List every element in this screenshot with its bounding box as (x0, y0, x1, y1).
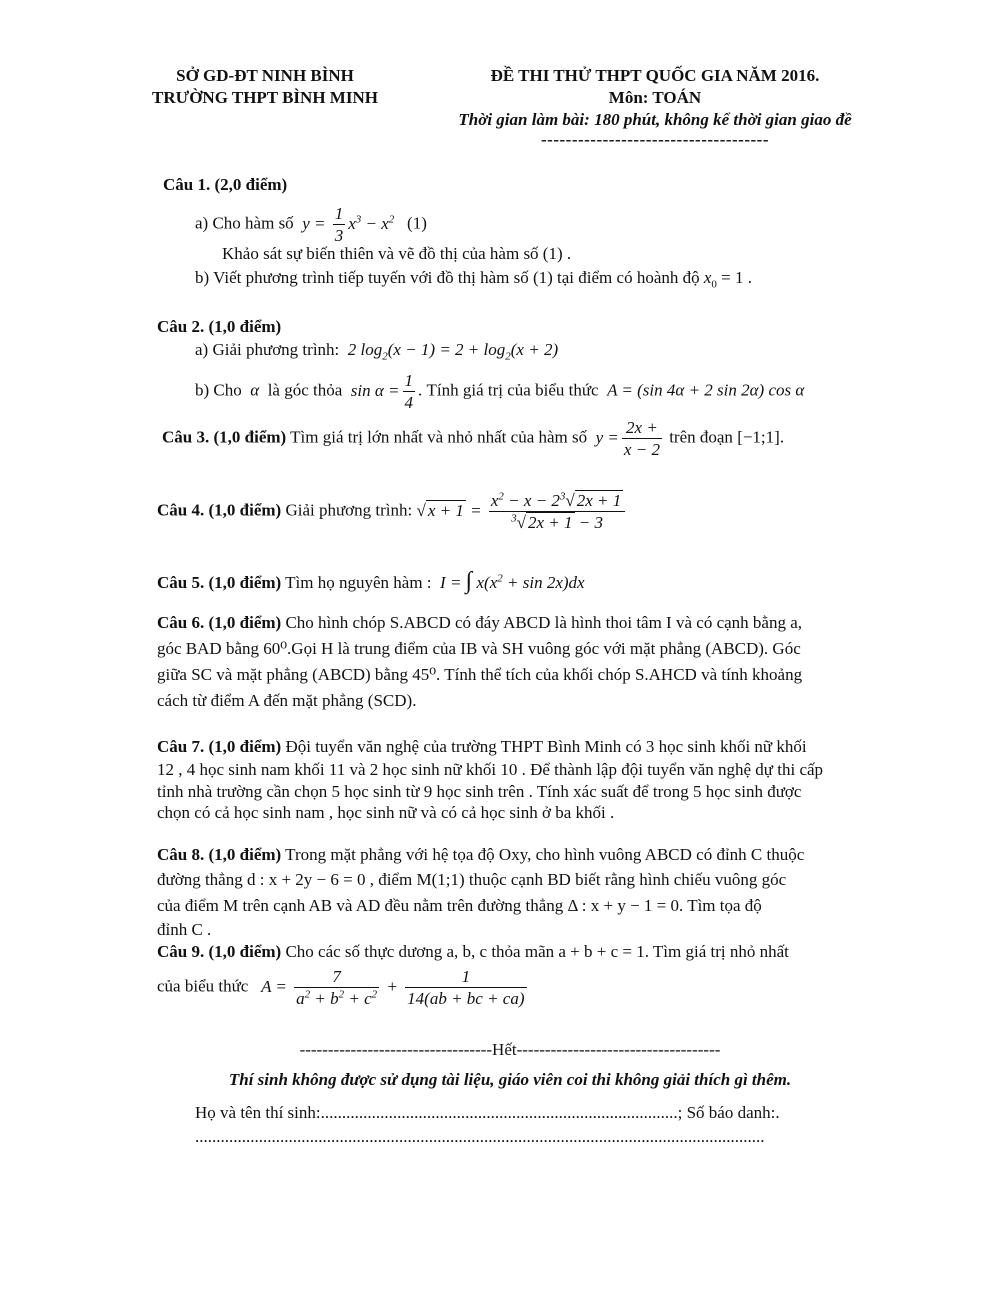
header-rule: ------------------------------------- (541, 130, 769, 149)
q3-tail: trên đoạn (669, 427, 733, 447)
q1-function-formula: y = $\frac{1}{3}$ $x^3 - x^2$ (297, 204, 395, 246)
q1-b-x0: x (703, 268, 712, 287)
q1-a-task: Khảo sát sự biến thiên và vẽ đồ thị của hàm số (1) . (222, 244, 572, 263)
q2-a-text: a) Giải phương trình: (195, 340, 340, 359)
q2-label: Câu 2. (1,0 điểm) (157, 317, 282, 336)
q6-label: Câu 6. (1,0 điểm) (157, 613, 282, 632)
q2-part-b: b) Cho α là góc thỏa sin α = $\frac{1}{4}$ . Tính giá trị của biểu thức A = (sin 4α + 2 sin 2α) cos α (195, 371, 805, 413)
q8-line3: của điểm M trên cạnh AB và AD đều nằm trên đường thẳng Δ : x + y − 1 = 0. Tìm tọa độ (157, 896, 762, 915)
q4-label: Câu 4. (1,0 điểm) (157, 500, 282, 520)
q3-label: Câu 3. (1,0 điểm) (162, 427, 287, 447)
q5 (157, 568, 585, 595)
exam-time-note: Thời gian làm bài: 180 phút, không kể thời gian giao đề (458, 110, 852, 129)
q1-eq-tag: (1) (407, 213, 427, 233)
exam-title: ĐỀ THI THỬ THPT QUỐC GIA NĂM 2016. (490, 66, 820, 85)
q1-label: Câu 1. (2,0 điểm) (163, 175, 288, 194)
q2-b-prefix: b) Cho (195, 380, 242, 400)
q7-line2: 12 , 4 học sinh nam khối 11 và 2 học sinh nữ khối 10 . Để thành lập đội tuyển văn nghệ dự thi cấp (157, 760, 824, 779)
q4-text: Giải phương trình: (285, 500, 413, 520)
q2-b-rest: . Tính giá trị của biểu thức (418, 380, 599, 400)
q4 (157, 490, 628, 534)
q7-line4: chọn có cả học sinh nam , học sinh nữ và có cả học sinh ở ba khối . (157, 803, 615, 822)
q7-label: Câu 7. (1,0 điểm) (157, 737, 282, 756)
q5-label: Câu 5. (1,0 điểm) (157, 573, 282, 592)
q6-line2: góc BAD bằng 60⁰.Gọi H là trung điểm của IB và SH vuông góc với mặt phẳng (ABCD). Góc (157, 639, 801, 658)
q2-part-a (195, 340, 558, 362)
q1-b-text: b) Viết phương trình tiếp tuyến với đồ thị hàm số (1) tại điểm có hoành độ (195, 268, 700, 287)
q7-line1 (157, 737, 807, 757)
q8-line2: đường thẳng d : x + 2y − 6 = 0 , điểm M(1;1) thuộc cạnh BD biết rằng hình chiếu vuông góc (157, 870, 787, 889)
q7-text-1: Đội tuyển văn nghệ của trường THPT Bình Minh có 3 học sinh khối nữ khối (285, 737, 807, 756)
q9-text-1: Cho các số thực dương a, b, c thỏa mãn a + b + c = 1. Tìm giá trị nhỏ nhất (285, 942, 789, 961)
q2-log-equation: 2 $\log_2(x - 1) = 2 + \log_2(x + 2)$ (343, 340, 559, 363)
exam-subject: Môn: TOÁN (608, 88, 702, 107)
q6-line4: cách từ điểm A đến mặt phẳng (SCD). (157, 691, 417, 710)
q5-integral: I = ∫ $x(x^2 + \sin 2x)dx$ (435, 568, 585, 594)
q1-part-b (195, 268, 752, 290)
q9-label: Câu 9. (1,0 điểm) (157, 942, 282, 961)
q3-denominator: x − 2 (623, 440, 660, 460)
q9-expression: A = $\frac{7}{a^2 + b^2 + c^2}$ + $\frac{1}{14(ab + bc + ca)}$ (252, 967, 525, 1009)
q2-sin-condition: sin α = $\frac{1}{4}$ (346, 371, 414, 413)
q2-b-mid: là góc thỏa (267, 380, 343, 400)
q3-interval: [−1;1]. (737, 427, 785, 447)
q1-part-a (195, 203, 427, 247)
q7-line3: tỉnh nhà trường cần chọn 5 học sinh từ 9 học sinh trên . Tính xác suất để trong 5 học sinh được (157, 782, 802, 801)
q1-b-x0-sub: 0 (711, 278, 717, 291)
q6-line1 (157, 613, 802, 633)
q8-line4: đỉnh C . (157, 920, 212, 939)
q9-line2-prefix: của biểu thức (157, 976, 249, 996)
q3-text: Tìm giá trị lớn nhất và nhỏ nhất của hàm số (290, 427, 588, 447)
q6-text-1: Cho hình chóp S.ABCD có đáy ABCD là hình thoi tâm I và có cạnh bằng a, (285, 613, 802, 632)
q6-line3: giữa SC và mặt phẳng (ABCD) bằng 45⁰. Tính thể tích của khối chóp S.AHCD và tính khoảng (157, 665, 803, 684)
q3-function: y = $\frac{2x +}{x - 2}$ (591, 418, 660, 460)
q5-text: Tìm họ nguyên hàm : (285, 573, 432, 592)
q1-b-x0-val: = 1 . (721, 268, 753, 287)
candidate-dots-line: ...................................................................................................................................... (195, 1127, 765, 1146)
q2-expression: A = (sin 4α + 2 sin 2α) cos α (602, 380, 805, 400)
q9-line1 (157, 942, 789, 962)
q9-line2 (157, 966, 530, 1010)
q4-equation: √ x + 1 = $\frac{x^2 - x - 2^3√ 2x + 1}{^3√ 2x + 1 - 3}$ (417, 501, 629, 520)
q8-label: Câu 8. (1,0 điểm) (157, 845, 282, 864)
candidate-note: Thí sinh không được sử dụng tài liệu, giáo viên coi thi không giải thích gì thêm. (228, 1070, 792, 1089)
department-name: SỞ GD-ĐT NINH BÌNH (176, 66, 354, 85)
q1-a-prefix: a) Cho hàm số (195, 213, 294, 233)
q8-line1 (157, 845, 804, 865)
q3-numerator: 2x + (626, 418, 658, 437)
end-line: ----------------------------------Hết------------------------------------ (299, 1040, 721, 1059)
q3 (162, 417, 784, 461)
q8-text-1: Trong mặt phẳng với hệ tọa độ Oxy, cho hình vuông ABCD có đỉnh C thuộc (285, 845, 805, 864)
candidate-name-line: Họ và tên thí sinh:....................................................................................; Số báo danh:. (195, 1103, 780, 1122)
school-name: TRƯỜNG THPT BÌNH MINH (152, 88, 378, 107)
